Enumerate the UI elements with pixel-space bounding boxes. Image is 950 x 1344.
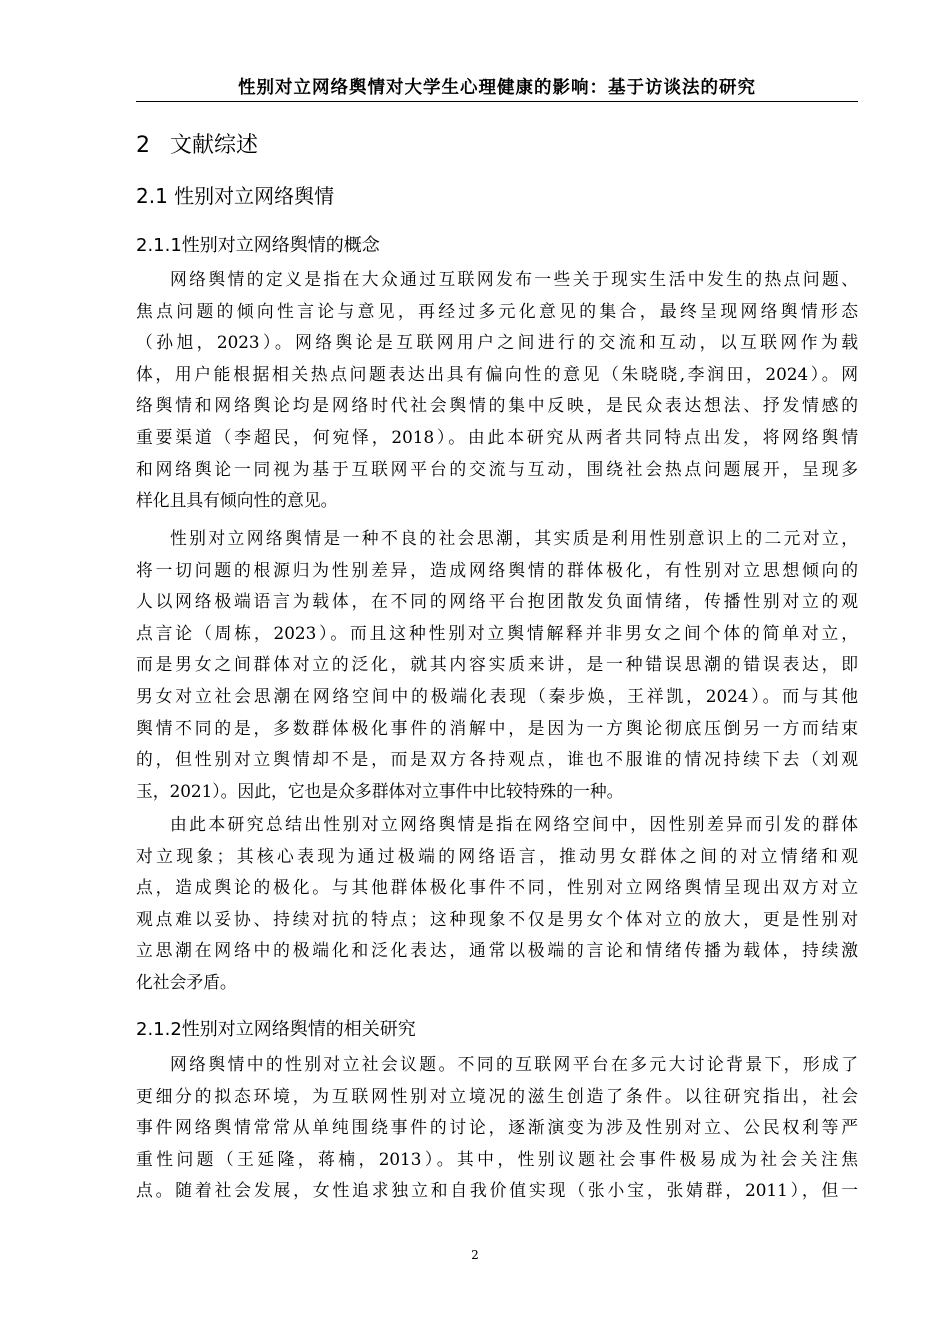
paragraph xyxy=(136,523,858,807)
text-line: 玉，2021）。因此，它也是众多群体对立事件中比较特殊的一种。 xyxy=(136,780,624,801)
text-line: 网络舆情中的性别对立社会议题。不同的互联网平台在多元大讨论背景下，形成了 xyxy=(170,1054,858,1074)
text-line: 焦点问题的倾向性言论与意见，再经过多元化意见的集合，最终呈现网络舆情形态 xyxy=(136,300,858,321)
running-header: 性别对立网络舆情对大学生心理健康的影响：基于访谈法的研究 xyxy=(238,78,756,98)
text-line: 样化且具有倾向性的意见。 xyxy=(136,490,338,511)
text-line: 重性问题（王延隆，蒋楠，2013）。其中，性别议题社会事件极易成为社会关注焦 xyxy=(136,1148,858,1169)
section-heading: 2.1 性别对立网络舆情 xyxy=(136,184,335,208)
paragraph xyxy=(136,1049,858,1207)
text-line: 男女对立社会思潮在网络空间中的极端化表现（秦步焕，王祥凯，2024）。而与其他 xyxy=(136,685,858,706)
subsection-heading-2-1-1: 2.1.1性别对立网络舆情的概念 xyxy=(136,235,380,256)
paragraph xyxy=(136,809,858,999)
text-line: 点，造成舆论的极化。与其他群体极化事件不同，性别对立网络舆情呈现出双方对立 xyxy=(136,877,858,898)
text-line: 人以网络极端语言为载体，在不同的网络平台抱团散发负面情绪，传播性别对立的观 xyxy=(136,591,858,612)
chapter-title: 文献综述 xyxy=(170,133,259,158)
subsection-heading-2-1-2: 2.1.2性别对立网络舆情的相关研究 xyxy=(136,1019,416,1040)
text-line: （孙旭，2023）。网络舆论是互联网用户之间进行的交流和互动，以互联网作为载 xyxy=(136,332,858,353)
header-rule xyxy=(136,101,858,102)
text-line: 和网络舆论一同视为基于互联网平台的交流与互动，围绕社会热点问题展开，呈现多 xyxy=(136,458,858,479)
text-line: 将一切问题的根源归为性别差异，造成网络舆情的群体极化，有性别对立思想倾向的 xyxy=(136,559,858,580)
text-line: 体，用户能根据相关热点问题表达出具有偏向性的意见（朱晓晓,李润田，2024）。网 xyxy=(136,363,858,384)
text-line: 络舆情和网络舆论均是网络时代社会舆情的集中反映，是民众表达想法、抒发情感的 xyxy=(136,395,858,416)
text-line: 更细分的拟态环境，为互联网性别对立境况的滋生创造了条件。以往研究指出，社会 xyxy=(136,1085,858,1106)
chapter-heading xyxy=(136,128,258,159)
text-line: 化社会矛盾。 xyxy=(136,971,237,992)
page-number: 2 xyxy=(471,1248,479,1262)
text-line: 事件网络舆情常常从单纯围绕事件的讨论，逐渐演变为涉及性别对立、公民权利等严 xyxy=(136,1117,858,1138)
text-line: 观点难以妥协、持续对抗的特点；这种现象不仅是男女个体对立的放大，更是性别对 xyxy=(136,908,858,929)
text-line: 重要渠道（李超民，何宛怿，2018）。由此本研究从两者共同特点出发，将网络舆情 xyxy=(136,426,858,447)
text-line: 舆情不同的是，多数群体极化事件的消解中，是因为一方舆论彻底压倒另一方而结束 xyxy=(136,717,858,738)
text-line: 网络舆情的定义是指在大众通过互联网发布一些关于现实生活中发生的热点问题、 xyxy=(170,269,858,289)
chapter-number: 2 xyxy=(136,133,150,158)
paragraph xyxy=(136,264,858,517)
text-line: 的，但性别对立舆情却不是，而是双方各持观点，谁也不服谁的情况持续下去（刘观 xyxy=(136,749,858,770)
text-line: 而是男女之间群体对立的泛化，就其内容实质来讲，是一种错误思潮的错误表达，即 xyxy=(136,654,858,675)
text-line: 立思潮在网络中的极端化和泛化表达，通常以极端的言论和情绪传播为载体，持续激 xyxy=(136,940,858,961)
text-line: 点。随着社会发展，女性追求独立和自我价值实现（张小宝，张婧群，2011），但一 xyxy=(136,1180,858,1201)
text-line: 性别对立网络舆情是一种不良的社会思潮，其实质是利用性别意识上的二元对立， xyxy=(170,528,858,548)
text-line: 点言论（周栋，2023）。而且这种性别对立舆情解释并非男女之间个体的简单对立， xyxy=(136,622,858,643)
text-line: 由此本研究总结出性别对立网络舆情是指在网络空间中，因性别差异而引发的群体 xyxy=(170,814,858,834)
text-line: 对立现象；其核心表现为通过极端的网络语言，推动男女群体之间的对立情绪和观 xyxy=(136,845,858,866)
